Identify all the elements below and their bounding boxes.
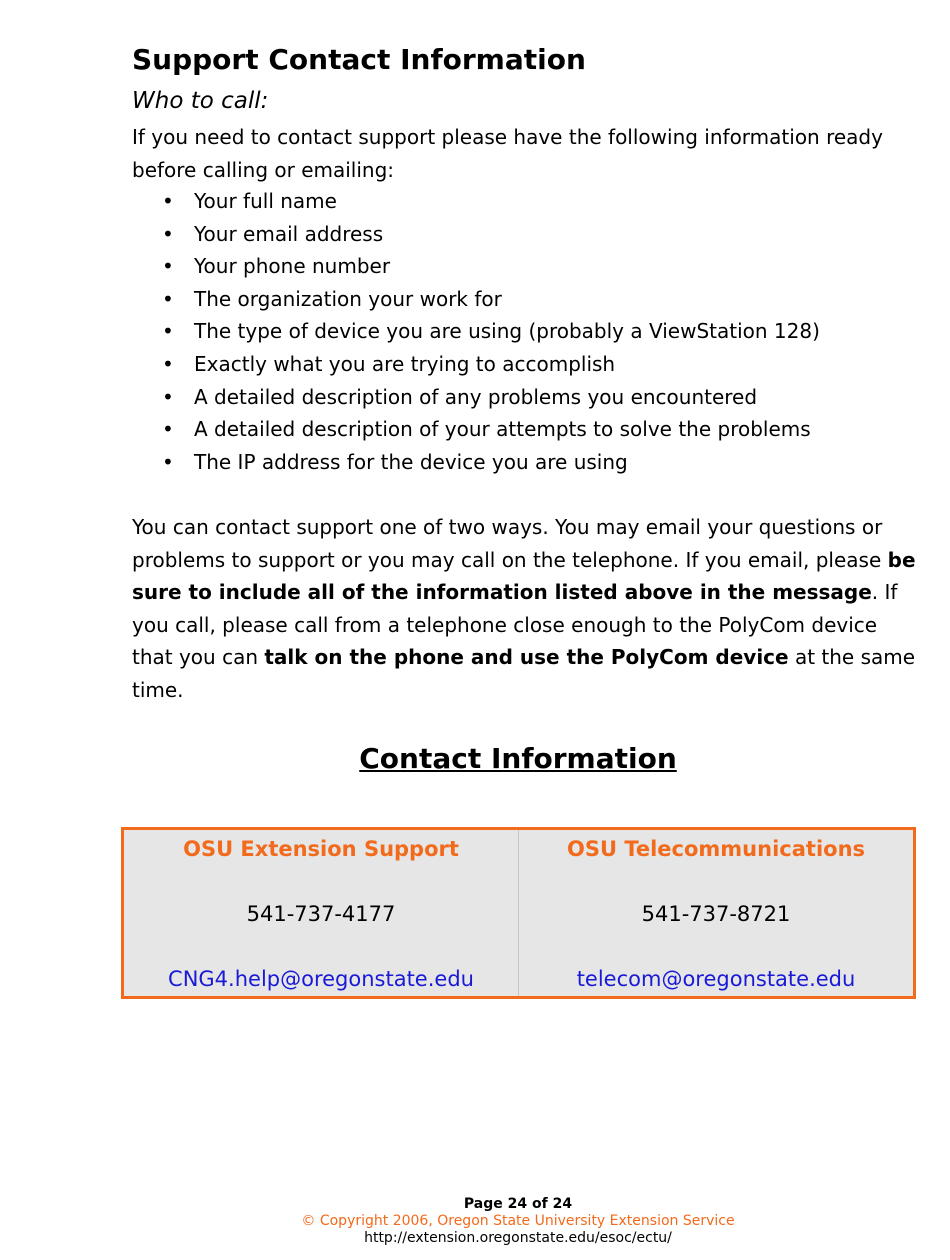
bullet-glyph: •	[162, 254, 174, 279]
email-link[interactable]: CNG4.help@oregonstate.edu	[168, 967, 474, 991]
phone-number: 541-737-4177	[246, 902, 396, 926]
phone-number: 541-737-8721	[641, 902, 791, 926]
intro-text: If you need to contact support please have the following information ready before calling or emailing:	[132, 125, 883, 182]
list-item-text: A detailed description of your attempts to solve the problems	[194, 417, 811, 442]
bullet-glyph: •	[162, 351, 174, 376]
bullet-glyph: •	[162, 286, 174, 311]
list-item	[132, 185, 922, 218]
page-subtitle: Who to call:	[132, 88, 269, 114]
list-item-text: Your full name	[194, 189, 337, 213]
page-footer	[0, 1196, 950, 1247]
contact-methods-paragraph	[132, 511, 922, 707]
bullet-glyph: •	[162, 384, 174, 409]
bullet-glyph: •	[162, 221, 174, 246]
bullet-glyph: •	[162, 189, 174, 213]
copyright-notice: © Copyright 2006, Oregon State University Extension Service	[301, 1213, 735, 1229]
paragraph-text: You can contact support one of two ways. You may email your questions or problems to support or you may call on the telephone. If you email, please	[132, 515, 888, 572]
contact-table	[121, 827, 916, 999]
contact-column-extension	[124, 830, 518, 996]
paragraph-emphasis: be sure to include all of the information listed above in the message	[132, 547, 916, 605]
list-item	[132, 250, 922, 283]
list-item	[132, 283, 922, 316]
paragraph-text: . If you call, please call from a telephone close enough to the PolyCom device that you can	[132, 580, 898, 670]
org-name: OSU Telecommunications	[566, 837, 866, 861]
list-item-text: The type of device you are using (probably a ViewStation 128)	[194, 319, 820, 344]
list-item	[132, 348, 922, 381]
page-title: Support Contact Information	[132, 43, 586, 76]
list-item-text: Your phone number	[194, 254, 391, 279]
list-item	[132, 381, 922, 414]
list-item-text: Exactly what you are trying to accomplish	[194, 351, 616, 376]
bullet-glyph: •	[162, 417, 174, 442]
bullet-glyph: •	[162, 449, 174, 474]
list-item	[132, 446, 922, 479]
footer-url: http://extension.oregonstate.edu/esoc/ectu/	[364, 1230, 672, 1246]
list-item	[132, 218, 922, 251]
list-item-text: Your email address	[194, 221, 384, 246]
paragraph-emphasis: talk on the phone and use the PolyCom device	[264, 645, 789, 670]
org-name: OSU Extension Support	[183, 837, 459, 861]
email-link[interactable]: telecom@oregonstate.edu	[576, 967, 856, 991]
list-item-text: The IP address for the device you are using	[194, 449, 628, 474]
contact-column-telecom	[518, 830, 913, 996]
paragraph-text: at the same time.	[132, 645, 916, 702]
info-checklist	[132, 185, 922, 478]
bullet-glyph: •	[162, 319, 174, 344]
list-item-text: The organization your work for	[194, 286, 502, 311]
list-item	[132, 315, 922, 348]
page-number: Page 24 of 24	[463, 1196, 573, 1212]
list-item	[132, 413, 922, 446]
contact-heading: Contact Information	[359, 742, 677, 775]
list-item-text: A detailed description of any problems you encountered	[194, 384, 758, 409]
